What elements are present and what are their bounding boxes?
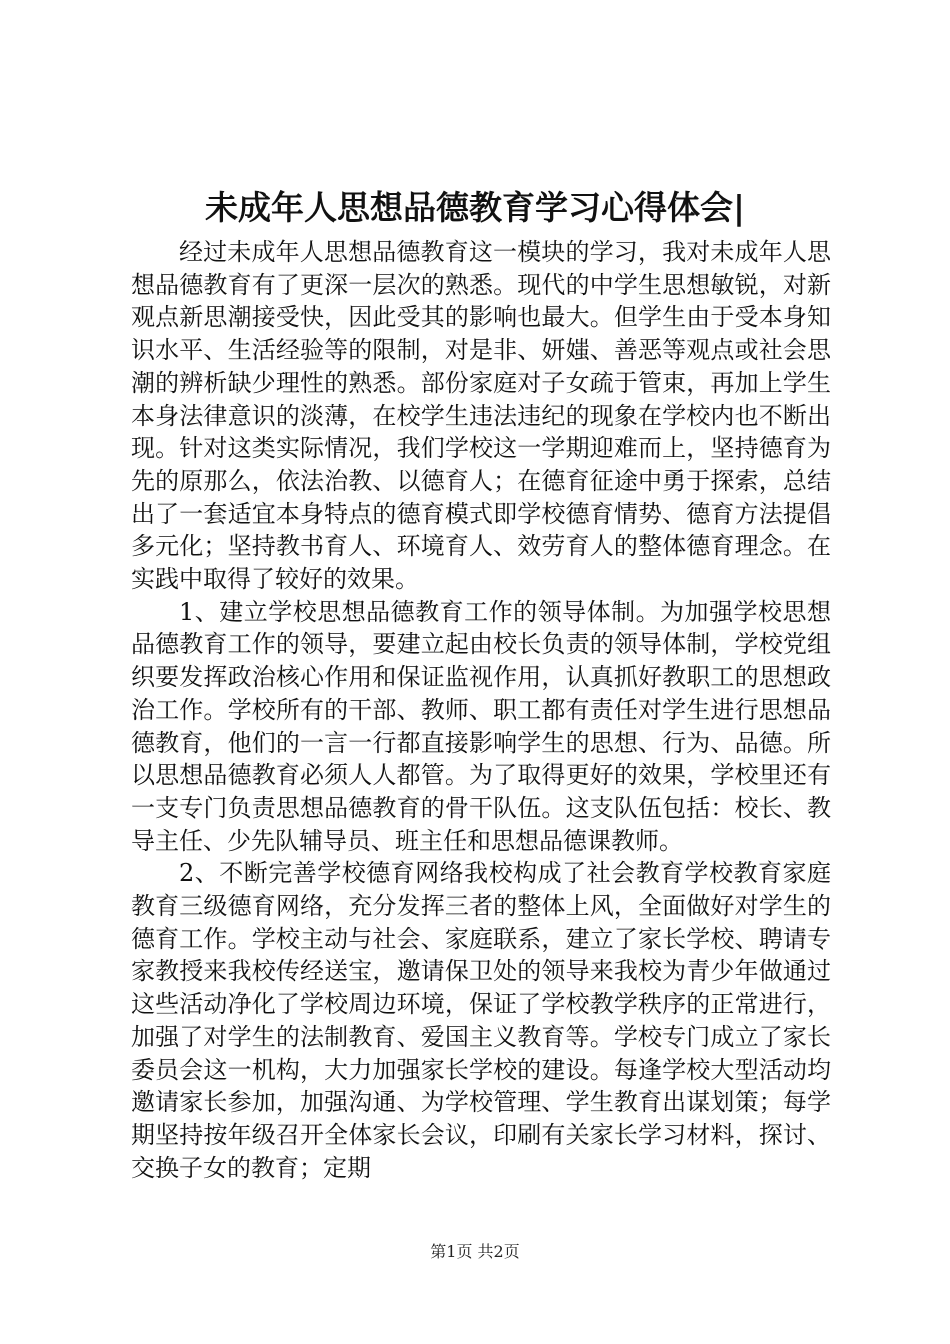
paragraph-intro: 经过未成年人思想品德教育这一模块的学习，我对未成年人思想品德教育有了更深一层次的熟悉。现代的中学生思想敏锐，对新观点新思潮接受快，因此受其的影响也最大。但学生由于受本身知识水平、生活经验等的限制，对是非、妍媸、善恶等观点或社会思潮的辨析缺少理性的熟悉。部份家庭对子女疏于管束，再加上学生本身法律意识的淡薄，在校学生违法违纪的现象在学校内也不断出现。针对这类实际情况，我们学校这一学期迎难而上，坚持德育为先的原那么，依法治教、以德育人；在德育征途中勇于探索，总结出了一套适宜本身特点的德育模式即学校德育情势、德育方法提倡多元化；坚持教书育人、环境育人、效劳育人的整体德育理念。在实践中取得了较好的效果。 <box>131 238 831 594</box>
page-number-footer: 第1页 共2页 <box>430 1242 520 1261</box>
paragraph-section-2: 2、不断完善学校德育网络我校构成了社会教育学校教育家庭教育三级德育网络，充分发挥三者的整体上风，全面做好对学生的德育工作。学校主动与社会、家庭联系，建立了家长学校、聘请专家教授来我校传经送宝，邀请保卫处的领导来我校为青少年做通过这些活动净化了学校周边环境，保证了学校教学秩序的正常进行，加强了对学生的法制教育、爱国主义教育等。学校专门成立了家长委员会这一机构，大力加强家长学校的建设。每逢学校大型活动均邀请家长参加，加强沟通、为学校管理、学生教育出谋划策；每学期坚持按年级召开全体家长会议，印刷有关家长学习材料，探讨、交换子女的教育；定期 <box>131 859 831 1182</box>
document-title: 未成年人思想品德教育学习心得体会| <box>204 188 745 227</box>
document-body <box>131 236 831 1184</box>
paragraph-section-1: 1、建立学校思想品德教育工作的领导体制。为加强学校思想品德教育工作的领导，要建立起由校长负责的领导体制，学校党组织要发挥政治核心作用和保证监视作用，认真抓好教职工的思想政治工作。学校所有的干部、教师、职工都有责任对学生进行思想品德教育，他们的一言一行都直接影响学生的思想、行为、品德。所以思想品德教育必须人人都管。为了取得更好的效果，学校里还有一支专门负责思想品德教育的骨干队伍。这支队伍包括：校长、教导主任、少先队辅导员、班主任和思想品德课教师。 <box>131 597 831 855</box>
